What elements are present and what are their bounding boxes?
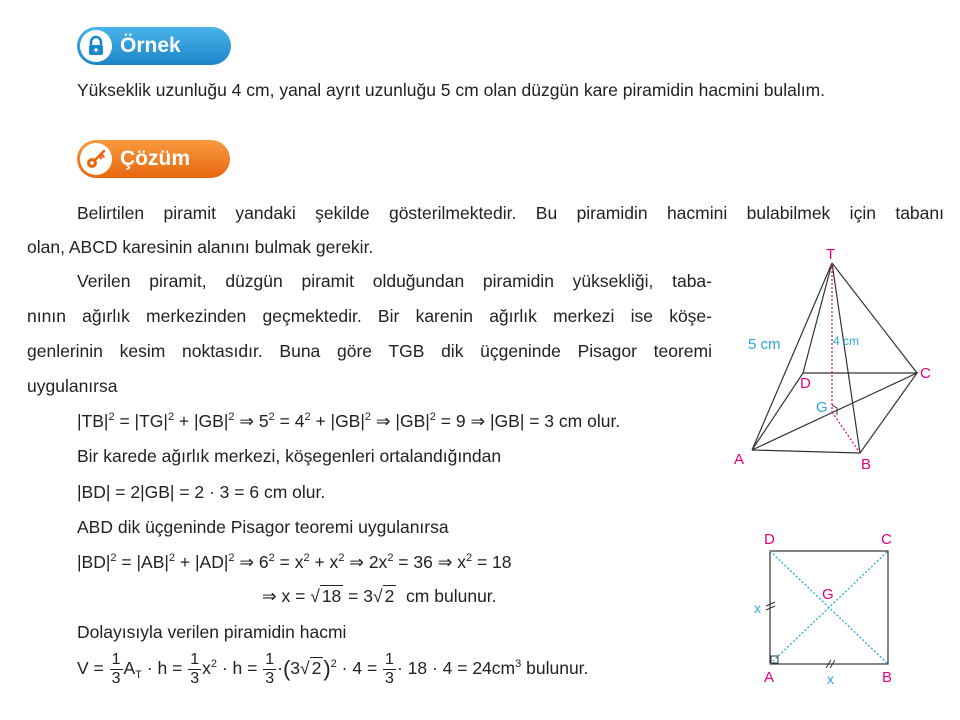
edge-tc: [832, 263, 917, 373]
label-g: G: [816, 399, 828, 416]
equation-volume: V = $\frac{1}{3}$ $A_T \cdot h$ = $\frac{1}{3}$ $x^2 \cdot h$ = $\frac{1}{3}$ ·(3√ 2)$^2$ · 4 = $\frac{1}{3}$ · $18 \cdot 4 = 24cm^3$ bulunur.: [77, 650, 589, 687]
label-c: C: [920, 365, 931, 382]
sq-label-a: A: [764, 669, 775, 686]
edge-ta: [752, 263, 832, 450]
abd-text: ABD dik üçgeninde Pisagor teoremi uygulanırsa: [77, 517, 449, 537]
sq-label-side-x: x: [754, 600, 761, 616]
edge-td: [803, 263, 832, 373]
label-b: B: [861, 456, 872, 473]
sq-label-b: B: [882, 669, 893, 686]
centroid-text: Bir karede ağırlık merkezi, köşegenleri ortalandığından: [77, 446, 502, 466]
label-a: A: [734, 451, 745, 468]
key-icon: [80, 143, 112, 175]
lock-icon: [80, 30, 112, 62]
equation-x: ⇒ x = √ 18 = 3√ 2 cm bulunur.: [262, 586, 497, 606]
p2-line4: uygulanırsa: [27, 376, 118, 396]
p1-line2: olan, ABCD karesinin alanını bulmak gerekir.: [27, 237, 374, 257]
sq-label-d: D: [764, 531, 775, 548]
cm3-label: cm: [491, 658, 516, 678]
equation-abd: $|BD|^2 = |AB|^2 + |AD|^2$ ⇒ $6^2 = x^2 + x^2$ ⇒ $2x^2 = 36$ ⇒ $x^2 = 18$: [77, 552, 512, 572]
cozum-label: Çözüm: [120, 147, 190, 170]
volume-intro: Dolayısıyla verilen piramidin hacmi: [77, 622, 347, 642]
p2-line2: nının ağırlık merkezinden geçmektedir. Bir karenin ağırlık merkezi ise köşe-: [27, 306, 712, 326]
square-diagram: [748, 528, 918, 688]
label-height: 4 cm: [833, 334, 860, 348]
label-t: T: [826, 246, 836, 263]
sq-label-bottom-x: x: [827, 671, 834, 687]
pyramid-diagram: [730, 245, 950, 475]
label-d: D: [800, 375, 811, 392]
equation-bd: |BD| = 2|GB| = 2 · 3 = 6 cm olur.: [77, 482, 326, 502]
p2-line1: Verilen piramit, düzgün piramit olduğundan piramidin yüksekliği, taba-: [77, 271, 712, 291]
p2-line3: genlerinin kesim noktasıdır. Buna göre TGB dik üçgeninde Pisagor teoremi: [27, 341, 712, 361]
sq-label-c: C: [881, 531, 892, 548]
sq-label-g: G: [822, 586, 834, 603]
olur-2: cm olur.: [263, 482, 326, 502]
ornek-label: Örnek: [120, 34, 181, 57]
cm-label: cm: [406, 586, 430, 606]
bulunur-1: bulunur.: [434, 586, 497, 606]
label-edge: 5 cm: [748, 336, 781, 353]
segment-gb: [832, 412, 860, 453]
bulunur-2: bulunur.: [526, 658, 589, 678]
ornek-badge: [77, 27, 231, 65]
p1-line1: Belirtilen piramit yandaki şekilde gösterilmektedir. Bu piramidin hacmini bulabilmek için tabanı: [77, 203, 944, 223]
edge-tb: [832, 263, 860, 453]
cozum-badge: [77, 140, 230, 178]
equation-tb: $|TB|^2 = |TG|^2 + |GB|^2$ ⇒ $5^2 = 4^2 + |GB|^2$ ⇒ $|GB|^2 = 9$ ⇒ |GB| = 3 cm olur.: [77, 411, 621, 431]
olur-1: cm olur.: [558, 411, 621, 431]
ornek-text: Yükseklik uzunluğu 4 cm, yanal ayrıt uzunluğu 5 cm olan düzgün kare piramidin hacmini bulalım.: [77, 80, 826, 100]
